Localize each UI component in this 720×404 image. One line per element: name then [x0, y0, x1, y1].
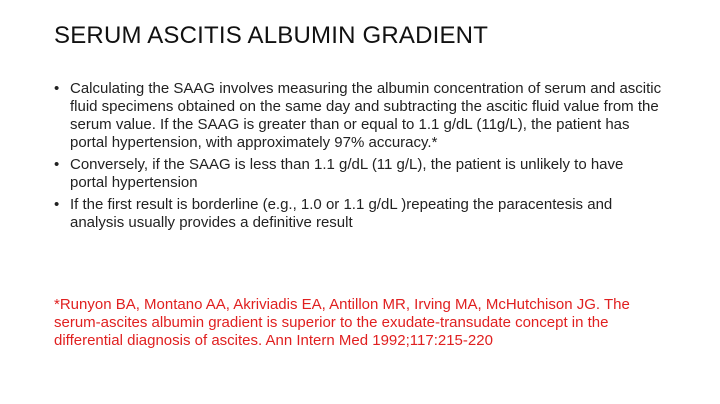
bullet-item: [54, 196, 664, 232]
bullet-list: [54, 80, 664, 236]
bullet-text: If the first result is borderline (e.g., 1.0 or 1.1 g/dL )repeating the paracentesis and analysis usually provides a definitive result: [70, 196, 613, 231]
bullet-marker: •: [54, 80, 60, 97]
bullet-marker: •: [54, 156, 60, 173]
bullet-text: Conversely, if the SAAG is less than 1.1 g/dL (11 g/L), the patient is unlikely to have portal hypertension: [70, 156, 624, 191]
bullet-item: [54, 80, 664, 152]
reference-citation: *Runyon BA, Montano AA, Akriviadis EA, Antillon MR, Irving MA, McHutchison JG. The serum-ascites albumin gradient is superior to the exudate-transudate concept in the differential diagnosis of ascites. Ann Intern Med 1992;117:215-220: [54, 296, 630, 349]
bullet-text: Calculating the SAAG involves measuring the albumin concentration of serum and ascitic fluid specimens obtained on the same day and subtracting the ascitic fluid value from the serum value. If the SAAG is greater than or equal to 1.1 g/dL (11g/L), the patient has portal hypertension, with approximately 97% accuracy.*: [70, 80, 662, 151]
bullet-item: [54, 156, 664, 192]
bullet-marker: •: [54, 196, 60, 213]
slide-title: SERUM ASCITIS ALBUMIN GRADIENT: [54, 22, 489, 49]
